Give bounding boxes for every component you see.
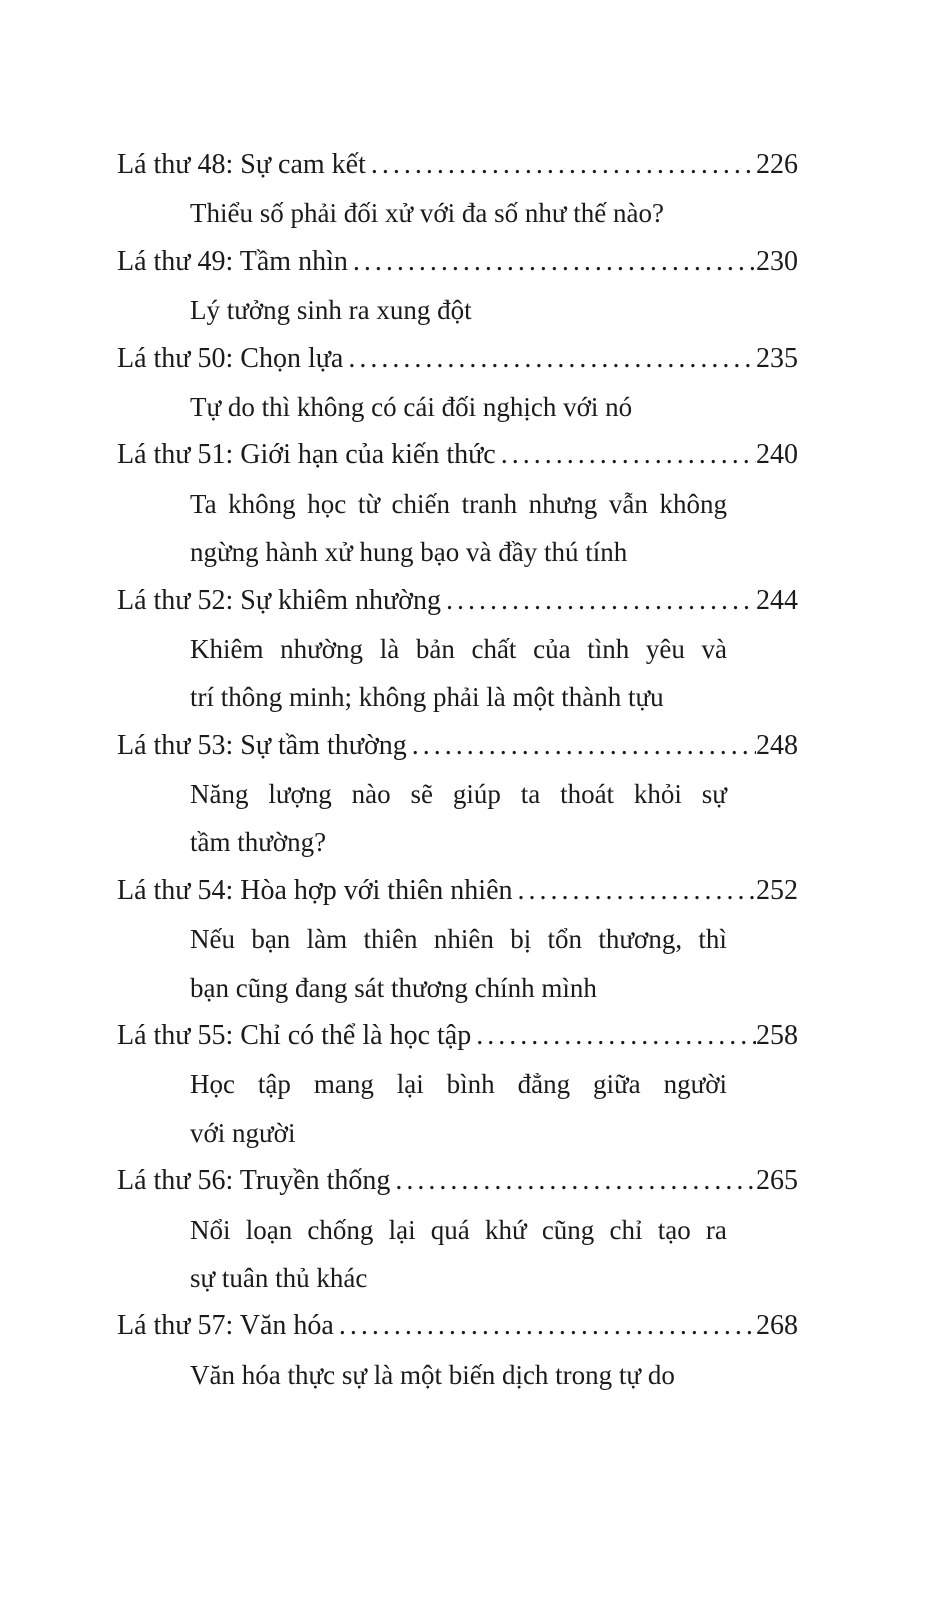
- toc-entry-subtitle: [190, 625, 727, 722]
- toc-subtitle-line: [190, 625, 727, 673]
- toc-subtitle-line: [190, 1206, 727, 1254]
- toc-entry-line: [117, 1302, 798, 1350]
- toc-subtitle-word: bị: [510, 924, 532, 955]
- dot-leader: [446, 577, 756, 625]
- toc-entry-title: Lá thư 50: Chọn lựa: [117, 342, 344, 374]
- toc-entry-title: Lá thư 52: Sự khiêm nhường: [117, 584, 441, 616]
- toc-subtitle-word: lại: [396, 1069, 424, 1100]
- toc-subtitle-word: không: [659, 488, 727, 519]
- toc-entry-page-number: 230: [756, 245, 798, 277]
- dot-leader: [476, 1012, 756, 1060]
- toc-subtitle-line: sự tuân thủ khác: [190, 1262, 368, 1293]
- toc-subtitle-line: trí thông minh; không phải là một thành tựu: [190, 682, 664, 713]
- toc-entry-page-number: 248: [756, 729, 798, 761]
- toc-entry-line: [117, 335, 798, 383]
- toc-subtitle-word: là: [379, 633, 400, 664]
- toc-subtitle-line: ngừng hành xử hung bạo và đầy thú tính: [190, 537, 628, 568]
- toc-entry: [117, 238, 798, 335]
- toc-entry: [117, 1157, 798, 1302]
- toc-entry: [117, 335, 798, 432]
- toc-entry-page-number: 226: [756, 149, 798, 180]
- toc-subtitle-word: Học: [190, 1069, 235, 1100]
- toc-subtitle-line: [190, 915, 727, 963]
- toc-subtitle-word: Năng: [190, 779, 249, 810]
- toc-subtitle-line: với người: [190, 1117, 296, 1148]
- toc-subtitle-word: Ta: [190, 488, 217, 519]
- toc-entry-subtitle: [190, 1060, 727, 1157]
- toc-subtitle-line: Văn hóa thực sự là một biến dịch trong tự do: [190, 1359, 675, 1390]
- toc-entry: [117, 722, 798, 867]
- toc-subtitle-word: bình: [446, 1069, 495, 1100]
- toc-entry: [117, 577, 798, 722]
- toc-entry: [117, 1012, 798, 1157]
- toc-subtitle-line: [190, 480, 727, 528]
- dot-leader: [339, 1302, 756, 1350]
- toc-subtitle-word: giữa: [593, 1069, 641, 1100]
- toc-entry-title: Lá thư 51: Giới hạn của kiến thức: [117, 439, 496, 471]
- toc-entry-title: Lá thư 48: Sự cam kết: [117, 149, 366, 180]
- toc-subtitle-word: khứ: [484, 1214, 527, 1245]
- toc-entry-subtitle: [190, 480, 727, 577]
- toc-subtitle-word: của: [533, 633, 571, 664]
- toc-entry-title: Lá thư 57: Văn hóa: [117, 1310, 334, 1342]
- toc-subtitle-word: vẫn: [608, 488, 648, 519]
- toc-entry: [117, 431, 798, 576]
- toc-entry: [117, 867, 798, 1012]
- toc-entry-line: [117, 1012, 798, 1060]
- toc-entry-line: [117, 867, 798, 915]
- toc-entry-title: Lá thư 49: Tầm nhìn: [117, 245, 348, 277]
- toc-subtitle-word: sẽ: [410, 779, 433, 810]
- toc-subtitle-word: chiến: [391, 488, 451, 519]
- toc-entry-page-number: 244: [756, 584, 798, 616]
- toc-subtitle-word: tổn: [547, 924, 583, 955]
- toc-subtitle-line: Lý tưởng sinh ra xung đột: [190, 295, 472, 326]
- toc-entry-page-number: 240: [756, 439, 798, 471]
- toc-subtitle-word: nhưng: [528, 488, 598, 519]
- toc-entry-line: [117, 1157, 798, 1205]
- toc-entry-page-number: 252: [756, 874, 798, 906]
- toc-subtitle-word: và: [701, 633, 727, 664]
- toc-subtitle-word: không: [228, 488, 296, 519]
- toc-subtitle-word: tình: [587, 633, 630, 664]
- dot-leader: [395, 1157, 756, 1205]
- toc-subtitle-word: lượng: [268, 779, 332, 810]
- toc-subtitle-word: thì: [698, 924, 727, 955]
- toc-subtitle-word: người: [663, 1069, 727, 1100]
- dot-leader: [501, 431, 756, 479]
- toc-subtitle-word: ta: [520, 779, 541, 810]
- dot-leader: [412, 722, 756, 770]
- toc-subtitle-line: Thiểu số phải đối xử với đa số như thế nào?: [190, 198, 664, 229]
- toc-entry-line: [117, 431, 798, 479]
- toc-entry-subtitle: [190, 1206, 727, 1303]
- toc-subtitle-word: lại: [388, 1214, 416, 1245]
- toc-subtitle-word: Khiêm: [190, 633, 264, 664]
- toc-entry-line: [117, 141, 798, 189]
- toc-subtitle-word: Nổi: [190, 1214, 231, 1245]
- toc-subtitle-word: thoát: [560, 779, 615, 810]
- toc-entry-title: Lá thư 53: Sự tầm thường: [117, 729, 407, 761]
- toc-subtitle-word: bạn: [251, 924, 291, 955]
- toc-subtitle-word: yêu: [645, 633, 685, 664]
- toc-subtitle-word: đẳng: [517, 1069, 571, 1100]
- toc-subtitle-line: [190, 770, 727, 818]
- toc-entry: [117, 141, 798, 238]
- toc-entry-page-number: 235: [756, 342, 798, 374]
- toc-entry-title: Lá thư 55: Chỉ có thể là học tập: [117, 1020, 472, 1052]
- toc-subtitle-line: Tự do thì không có cái đối nghịch với nó: [190, 391, 633, 422]
- toc-entry-subtitle: [190, 383, 727, 431]
- toc-subtitle-line: [190, 1060, 727, 1108]
- toc-entry-subtitle: [190, 1351, 727, 1399]
- toc-entry-page-number: 265: [756, 1165, 798, 1197]
- toc-subtitle-word: thiên: [363, 924, 418, 955]
- toc-subtitle-word: bản: [415, 633, 455, 664]
- toc-subtitle-word: ra: [705, 1214, 727, 1245]
- toc-subtitle-word: nhường: [280, 633, 364, 664]
- toc-subtitle-word: tập: [257, 1069, 291, 1100]
- toc-subtitle-word: từ: [357, 488, 380, 519]
- toc-subtitle-line: bạn cũng đang sát thương chính mình: [190, 972, 597, 1003]
- toc-entry-subtitle: [190, 770, 727, 867]
- toc-subtitle-word: học: [307, 488, 347, 519]
- toc-subtitle-word: nhiên: [433, 924, 494, 955]
- toc-subtitle-word: sự: [701, 779, 727, 810]
- toc-entry-page-number: 258: [756, 1020, 798, 1052]
- dot-leader: [353, 238, 756, 286]
- toc-subtitle-word: nào: [351, 779, 391, 810]
- toc-entry-subtitle: [190, 915, 727, 1012]
- toc-entry-line: [117, 577, 798, 625]
- toc-list: [117, 141, 798, 1399]
- toc-entry-line: [117, 722, 798, 770]
- toc-subtitle-word: Nếu: [190, 924, 235, 955]
- toc-entry-page-number: 268: [756, 1310, 798, 1342]
- toc-subtitle-word: chỉ: [609, 1214, 643, 1245]
- toc-entry-title: Lá thư 56: Truyền thống: [117, 1165, 391, 1197]
- dot-leader: [518, 867, 757, 915]
- toc-subtitle-word: tranh: [461, 488, 518, 519]
- toc-subtitle-line: tầm thường?: [190, 827, 327, 858]
- toc-subtitle-word: cũng: [541, 1214, 595, 1245]
- dot-leader: [348, 335, 756, 383]
- toc-subtitle-word: tạo: [657, 1214, 691, 1245]
- toc-entry-subtitle: [190, 189, 727, 237]
- toc-subtitle-word: chống: [307, 1214, 374, 1245]
- toc-entry-title: Lá thư 54: Hòa hợp với thiên nhiên: [117, 874, 513, 906]
- toc-entry-subtitle: [190, 286, 727, 334]
- toc-subtitle-word: quá: [430, 1214, 470, 1245]
- toc-entry-line: [117, 238, 798, 286]
- toc-subtitle-word: khỏi: [633, 779, 682, 810]
- toc-subtitle-word: loạn: [245, 1214, 293, 1245]
- toc-entry: [117, 1302, 798, 1399]
- toc-subtitle-word: mang: [313, 1069, 374, 1100]
- toc-subtitle-word: làm: [306, 924, 348, 955]
- dot-leader: [371, 141, 756, 189]
- toc-subtitle-word: thương,: [598, 924, 683, 955]
- toc-subtitle-word: giúp: [452, 779, 501, 810]
- toc-subtitle-word: chất: [471, 633, 517, 664]
